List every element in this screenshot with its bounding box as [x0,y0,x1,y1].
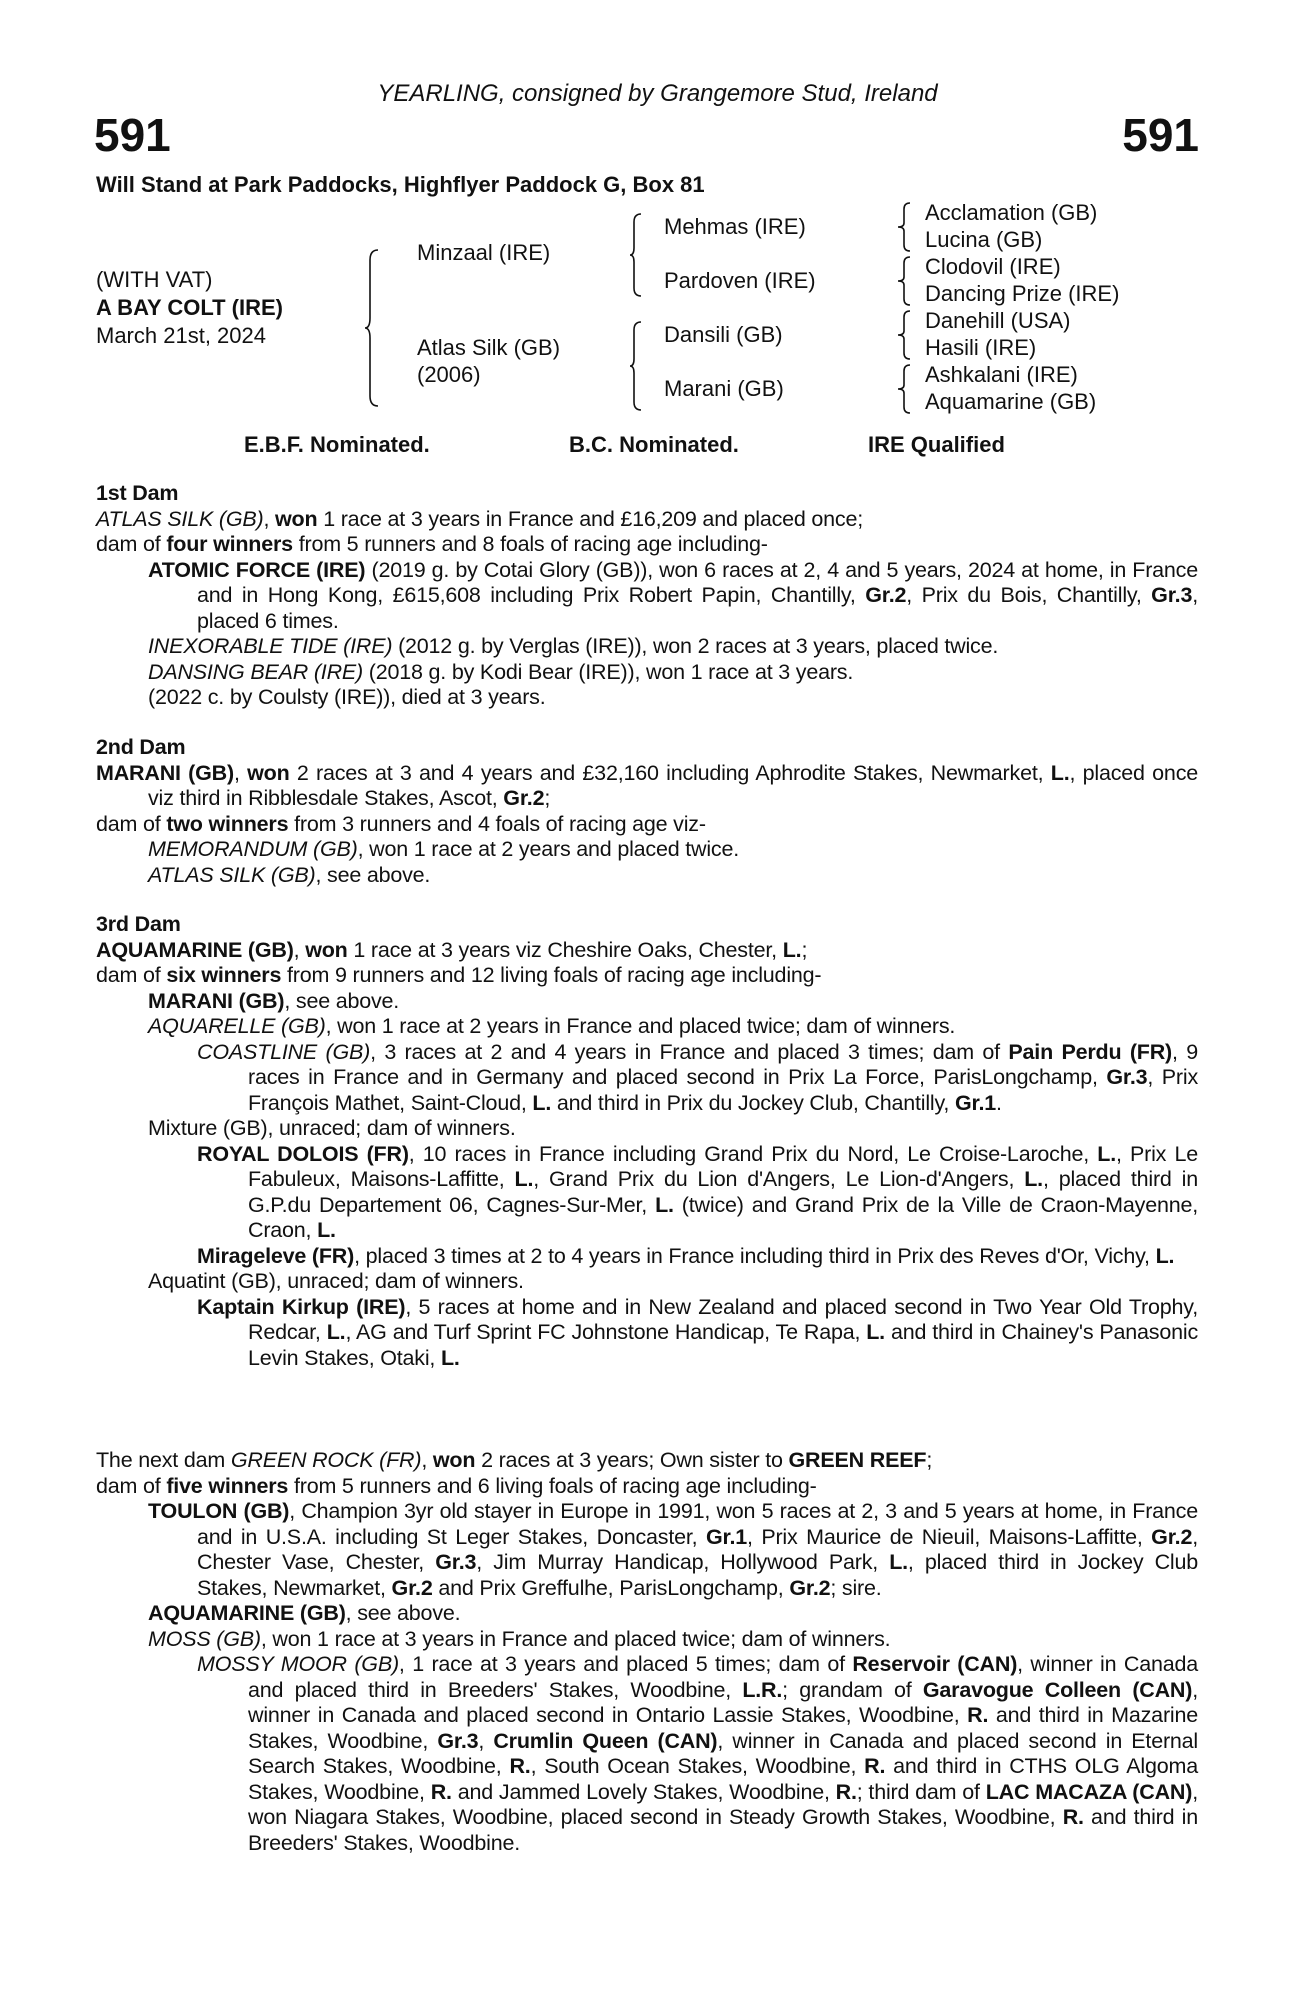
bold-text: L. [1050,760,1070,785]
great-grandparent: Acclamation (GB) [925,200,1098,225]
entry-text: , placed once viz third in Ribblesdale Stakes, Ascot, [148,760,1198,810]
pedigree-entry [197,1142,1198,1244]
bold-text: AQUAMARINE (GB) [96,937,294,962]
brace-icon [896,363,912,415]
entry-text: , winner in Canada and placed second in Ontario Lassie Stakes, Woodbine, [248,1677,1198,1727]
entry-text: Mixture (GB), unraced; dam of winners. [148,1116,516,1140]
italic-text: MEMORANDUM (GB) [148,837,358,861]
brace-icon [629,320,643,412]
bold-text: won [247,760,290,785]
bold-text: R. [1062,1805,1084,1829]
entry-text: dam of [96,963,167,987]
grandsire-maternal: Dansili (GB) [664,322,783,347]
entry-text: , won 1 race at 2 years in France and placed twice; dam of winners. [325,1014,956,1038]
bold-text: won [269,506,318,531]
bold-text: L. [326,1320,346,1344]
entry-text: , winner in Canada and placed third in Breeders' Stakes, Woodbine, [248,1652,1198,1702]
pedigree-entry [148,1269,1198,1295]
brace-icon [629,212,643,298]
dam-heading: 3rd Dam [96,912,181,936]
entry-text: , placed third in Jockey Club Stakes, Newmarket, [197,1550,1198,1600]
entry-text: and Jammed Lovely Stakes, Woodbine, [451,1779,836,1804]
brace-icon [896,255,912,307]
pedigree-entry [148,634,1198,660]
bold-text: L. [1024,1167,1043,1191]
bold-text: five winners [166,1473,289,1498]
italic-text: GREEN ROCK (FR) [230,1448,422,1472]
bold-text: Crumlin Queen (CAN) [493,1728,718,1753]
entry-text: , [263,506,270,531]
bold-text: won [432,1448,476,1472]
pedigree-entry [96,938,1198,964]
grandsire-paternal: Mehmas (IRE) [664,214,806,239]
bold-text: L. [889,1550,908,1574]
entry-text: , Jim Murray Handicap, Hollywood Park, [476,1550,890,1574]
entry-text: , [421,1448,433,1472]
bold-text: L.R. [742,1677,783,1702]
second-dam-section [96,735,1198,888]
entry-text: , Chester Vase, Chester, [197,1524,1198,1574]
entry-text: ; [801,937,808,962]
entry-text: The next dam [96,1448,231,1472]
entry-text: ; [544,786,551,810]
entry-text: , 10 races in France including Grand Prix du Nord, Le Croise-Laroche, [408,1141,1098,1166]
pedigree-entry [148,837,1198,863]
entry-text: , Prix François Mathet, Saint-Cloud, [248,1065,1198,1115]
entry-text: , placed 6 times. [197,583,1198,633]
entry-text: and third in Breeders' Stakes, Woodbine. [248,1805,1198,1855]
dam: Atlas Silk (GB) [417,335,561,360]
entry-text: , 1 race at 3 years and placed 5 times; dam of [398,1652,853,1676]
bold-text: R. [509,1754,531,1778]
pedigree-entry [148,1627,1198,1653]
pedigree-entry [148,660,1198,686]
entry-text: , see above. [315,862,431,887]
bold-text: Gr.3 [435,1550,477,1574]
pedigree-entry [148,1499,1198,1601]
pedigree-entry [96,761,1198,812]
entry-text: , see above. [345,1601,461,1625]
entry-text: , Prix Maurice de Nieuil, Maisons-Laffitte, [747,1524,1152,1549]
ire-qualified: IRE Qualified [868,432,1005,457]
entry-text: (2012 g. by Verglas (IRE)), won 2 races at 3 years, placed twice. [392,634,999,658]
italic-text: MOSSY MOOR (GB) [197,1652,399,1676]
entry-text: from 9 runners and 12 living foals of racing age including- [281,963,822,987]
bold-text: L. [317,1218,336,1242]
bold-text: Gr.2 [865,583,907,607]
pedigree-entry [148,685,1198,711]
entry-text: , AG and Turf Sprint FC Johnstone Handicap, Te Rapa, [345,1320,867,1344]
italic-text: DANSING BEAR (IRE) [148,659,364,684]
entry-text: , South Ocean Stakes, Woodbine, [530,1754,865,1778]
dam-heading: 1st Dam [96,481,179,505]
entry-text: and third in Mazarine Stakes, Woodbine, [248,1703,1198,1753]
entry-text: , Grand Prix du Lion d'Angers, Le Lion-d'Angers, [533,1167,1025,1191]
bold-text: R. [864,1754,886,1778]
entry-text: dam of [96,1473,167,1498]
entry-text: Aquatint (GB), unraced; dam of winners. [148,1269,524,1293]
pedigree-entry [197,1652,1198,1856]
pedigree-entry [96,812,1198,838]
great-grandparent: Lucina (GB) [925,227,1043,252]
lot-number-left: 591 [94,109,171,161]
bold-text: GREEN REEF [788,1448,927,1472]
entry-text: , won Niagara Stakes, Woodbine, placed second in Steady Growth Stakes, Woodbine, [248,1779,1198,1829]
bold-text: L. [866,1320,885,1344]
pedigree-entry [197,1040,1198,1117]
entry-text: (twice) and Grand Prix de la Ville de Craon-Mayenne, Craon, [248,1192,1198,1242]
entry-text: , winner in Canada and placed second in Eternal Search Stakes, Woodbine, [248,1728,1198,1778]
entry-text: ; [926,1448,933,1472]
italic-text: INEXORABLE TIDE (IRE) [148,634,393,658]
bold-text: L. [440,1345,460,1370]
brace-icon [896,201,912,253]
entry-text: , Champion 3yr old stayer in Europe in 1991, won 5 races at 2, 3 and 5 years at home, in France and in U.S.A. including St Leger Stakes, Doncaster, [197,1499,1198,1549]
italic-text: MOSS (GB) [148,1626,261,1651]
entry-text: , Prix du Bois, Chantilly, [906,583,1152,607]
bold-text: MARANI (GB) [96,760,234,785]
consignor-line: YEARLING, consigned by Grangemore Stud, Ireland [377,80,938,107]
bold-text: Kaptain Kirkup (IRE) [197,1294,406,1319]
bold-text: six winners [166,963,282,987]
bold-text: Pain Perdu (FR) [1008,1039,1173,1064]
entry-text: , 3 races at 2 and 4 years in France and placed 3 times; dam of [370,1039,1009,1064]
entry-text: ; sire. [830,1575,882,1600]
first-dam-section [96,481,1198,711]
entry-text: and third in Prix du Jockey Club, Chantilly, [551,1090,955,1115]
pedigree-entry [96,1448,1198,1474]
sire: Minzaal (IRE) [417,240,551,265]
next-dam-section [96,1448,1198,1856]
bold-text: Gr.2 [503,786,545,810]
bold-text: ATOMIC FORCE (IRE) [148,557,366,582]
entry-text: and Prix Greffulhe, ParisLongchamp, [432,1575,790,1600]
bold-text: Garavogue Colleen (CAN) [922,1677,1193,1702]
entry-text: (2019 g. by Cotai Glory (GB)), won 6 races at 2, 4 and 5 years, 2024 at home, in France and in Hong Kong, £615,608 including Prix Robert Papin, Chantilly, [197,557,1198,607]
bold-text: R. [967,1703,989,1727]
entry-text: (2018 g. by Kodi Bear (IRE)), won 1 race at 3 years. [363,659,854,684]
bold-text: Gr.1 [954,1090,997,1115]
bold-text: MARANI (GB) [148,988,285,1013]
italic-text: ATLAS SILK (GB) [148,862,316,887]
bold-text: L. [782,937,802,962]
entry-text: ; third dam of [856,1779,986,1804]
bold-text: L. [514,1167,534,1191]
ebf-nomination: E.B.F. Nominated. [244,432,430,457]
bold-text: R. [430,1779,452,1804]
pedigree-entry [197,1295,1198,1372]
bold-text: LAC MACAZA (CAN) [985,1779,1193,1804]
pedigree-entry [96,532,1198,558]
entry-text: 1 race at 3 years in France and £16,209 and placed once; [317,506,864,531]
bold-text: Gr.3 [437,1728,479,1753]
bold-text: Gr.2 [789,1575,831,1600]
entry-text: , [233,760,248,785]
brace-icon [364,248,380,408]
vat-note: (WITH VAT) [96,267,213,292]
entry-text: (2022 c. by Coulsty (IRE)), died at 3 years. [148,685,546,709]
entry-text: , [478,1728,494,1753]
entry-text: , [293,937,306,962]
great-grandparent: Ashkalani (IRE) [925,362,1078,387]
great-grandparent: Aquamarine (GB) [925,389,1097,414]
pedigree-entry [197,1244,1198,1270]
pedigree-entry [148,1601,1198,1627]
entry-text: , 5 races at home and in New Zealand and placed second in Two Year Old Trophy, Redcar, [248,1294,1199,1344]
bold-text: Gr.2 [391,1575,433,1600]
pedigree-entry [148,1116,1198,1142]
entry-text: 2 races at 3 and 4 years and £32,160 including Aphrodite Stakes, Newmarket, [289,760,1051,785]
pedigree-entry [96,963,1198,989]
bold-text: two winners [166,811,289,836]
bold-text: Gr.2 [1151,1524,1193,1549]
pedigree-entry [148,989,1198,1015]
dam-year: (2006) [417,362,481,387]
great-grandparent: Hasili (IRE) [925,335,1037,360]
bold-text: Gr.3 [1106,1065,1148,1089]
third-dam-section [96,912,1198,1371]
pedigree-entry [148,863,1198,889]
bold-text: four winners [166,532,293,556]
entry-text: , won 1 race at 2 years and placed twice. [357,837,740,861]
bold-text: TOULON (GB) [148,1499,290,1523]
lot-horse-name: A BAY COLT (IRE) [96,295,284,320]
entry-text: . [996,1090,1002,1115]
entry-text: , 9 races in France and in Germany and placed second in Prix La Force, ParisLongchamp, [248,1039,1199,1089]
entry-text: ; grandam of [782,1677,923,1702]
bold-text: R. [835,1779,857,1804]
entry-text: from 3 runners and 4 foals of racing age viz- [288,811,706,836]
granddam-paternal: Pardoven (IRE) [664,268,816,293]
granddam-maternal: Marani (GB) [664,376,784,401]
bold-text: Mirageleve (FR) [197,1243,355,1268]
brace-icon [896,309,912,361]
foaling-date: March 21st, 2024 [96,323,266,348]
lot-number-right: 591 [1122,109,1199,161]
entry-text: , placed third in G.P.du Departement 06, Cagnes-Sur-Mer, [248,1167,1198,1217]
bold-text: L. [1155,1243,1175,1268]
entry-text: , won 1 race at 3 years in France and placed twice; dam of winners. [260,1626,891,1651]
bold-text: won [305,937,348,962]
stabling-location: Will Stand at Park Paddocks, Highflyer Paddock G, Box 81 [96,172,705,197]
bold-text: Gr.1 [705,1524,748,1549]
entry-text: dam of [96,811,167,836]
bold-text: Gr.3 [1151,583,1193,607]
entry-text: from 5 runners and 8 foals of racing age including- [292,532,768,556]
bold-text: L. [1097,1141,1116,1166]
great-grandparent: Danehill (USA) [925,308,1071,333]
entry-text: , Prix Le Fabuleux, Maisons-Laffitte, [248,1141,1198,1191]
bold-text: Reservoir (CAN) [852,1652,1018,1676]
italic-text: AQUARELLE (GB) [148,1014,326,1038]
entry-text: 1 race at 3 years viz Cheshire Oaks, Chester, [347,937,783,962]
entry-text: , see above. [284,988,400,1013]
entry-text: , placed 3 times at 2 to 4 years in France including third in Prix des Reves d'Or, Vichy, [354,1243,1156,1268]
bc-nomination: B.C. Nominated. [569,432,739,457]
great-grandparent: Clodovil (IRE) [925,254,1061,279]
bold-text: L. [532,1090,552,1115]
dam-heading: 2nd Dam [96,735,186,759]
pedigree-entry [148,558,1198,635]
great-grandparent: Dancing Prize (IRE) [925,281,1120,306]
bold-text: L. [655,1192,674,1217]
bold-text: ROYAL DOLOIS (FR) [197,1141,409,1166]
entry-text: dam of [96,532,167,556]
italic-text: ATLAS SILK (GB) [96,506,264,531]
italic-text: COASTLINE (GB) [197,1039,371,1064]
entry-text: and third in Chainey's Panasonic Levin Stakes, Otaki, [248,1320,1198,1370]
pedigree-entry [96,1474,1198,1500]
entry-text: 2 races at 3 years; Own sister to [475,1448,789,1472]
entry-text: from 5 runners and 6 living foals of racing age including- [288,1473,817,1498]
pedigree-entry [96,507,1198,533]
pedigree-entry [148,1014,1198,1040]
entry-text: and third in CTHS OLG Algoma Stakes, Woodbine, [248,1754,1198,1804]
bold-text: AQUAMARINE (GB) [148,1601,346,1625]
